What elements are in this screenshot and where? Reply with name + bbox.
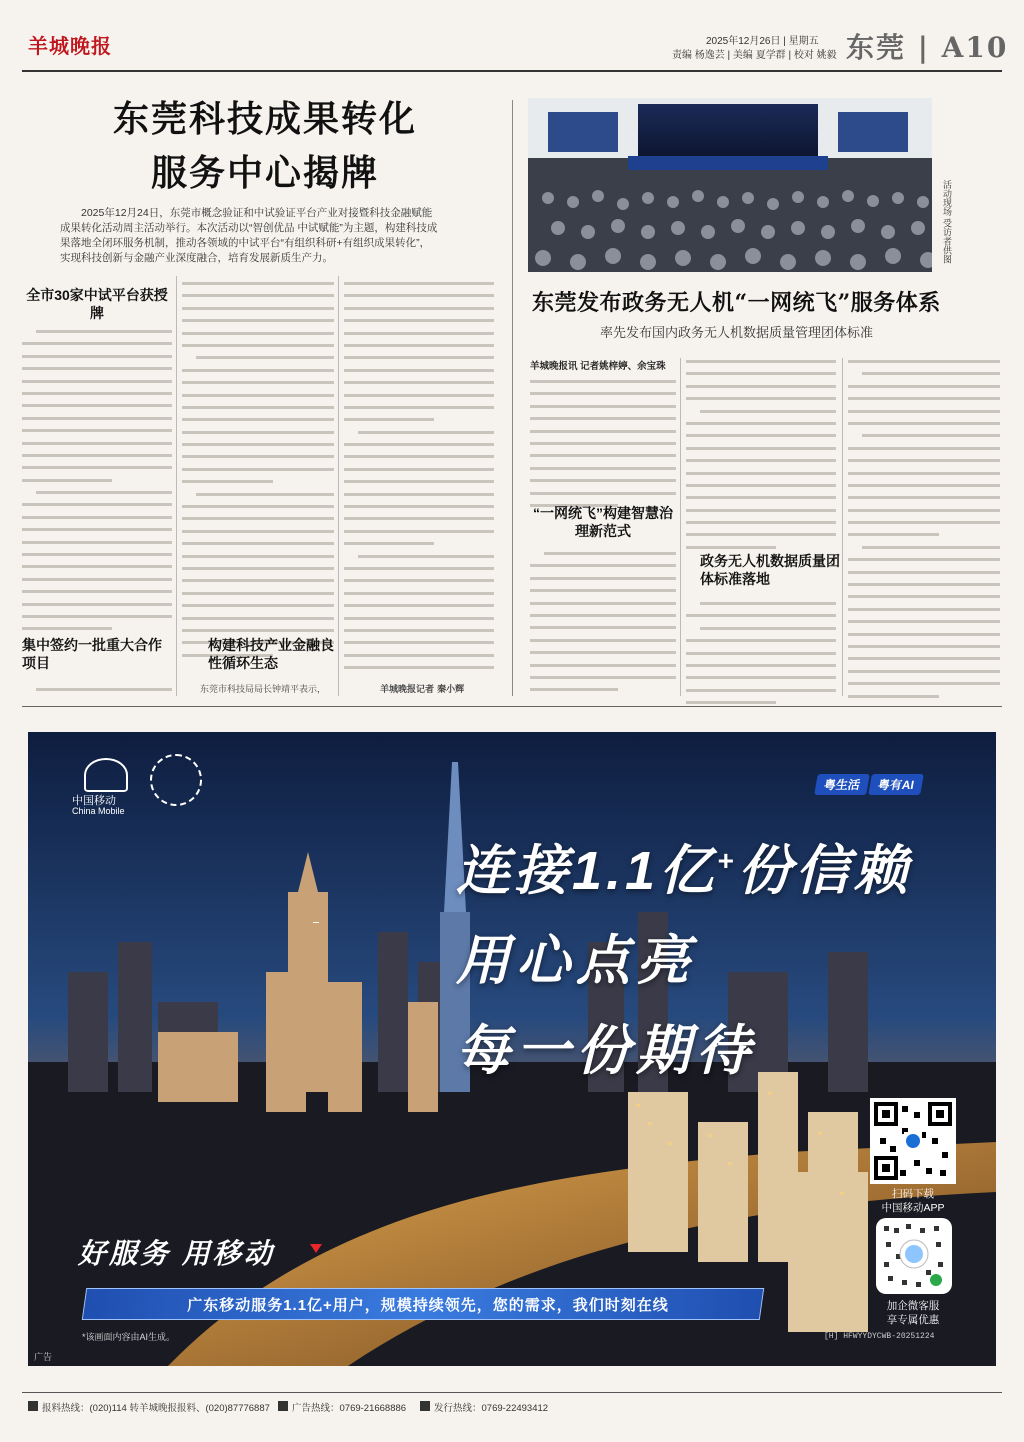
article1-headline [30, 92, 500, 200]
ad-banner-text: 广东移动服务1.1亿+用户，规模持续领先，您的需求，我们时刻在线 [187, 1297, 669, 1314]
event-photo-illustration [528, 98, 932, 272]
advertisement-label: 广告 [34, 1352, 53, 1362]
article1-column-2-closing: 东莞市科技局局长钟靖平表示， [200, 685, 327, 695]
article2-subhead-1: “一网统飞”构建智慧治理新范式 [533, 505, 673, 539]
column-divider [176, 276, 177, 696]
phone-icon [28, 1401, 38, 1411]
ad-headline-line1-head: 连接1.1亿 [456, 841, 718, 901]
qr2-label-line1: 加企微客服 [886, 1300, 940, 1312]
ad-headline-line1-tail: 份信赖 [737, 841, 912, 901]
ad-code: [H] HFWYYDYCWB-20251224 [824, 1332, 935, 1341]
ad-headline-line2: 用心点亮 [456, 931, 696, 991]
event-photo [528, 98, 932, 272]
article1-column-3-text [344, 282, 494, 679]
article2-column-2-text-b [686, 602, 836, 714]
article1-column-2-text [182, 282, 334, 666]
article1-headline-line2: 服务中心揭牌 [150, 152, 379, 194]
china-mobile-logo-icon [84, 758, 128, 792]
article1-byline: 羊城晚报记者 秦小辉 [380, 685, 465, 695]
editor-credits: 责编 杨逸芸 | 美编 夏学群 | 校对 姚毅 [672, 50, 837, 61]
article-divider [512, 100, 513, 696]
article2-column-1-text [530, 380, 676, 516]
phone-icon [420, 1401, 430, 1411]
qr2-label-line2: 享专属优惠 [886, 1314, 940, 1326]
qr-pattern-icon [876, 1218, 952, 1294]
header-rule [22, 70, 1002, 72]
slogan-triangle-icon [310, 1244, 322, 1253]
section-page-label: 东莞 | A10 [846, 31, 1009, 64]
article1-subhead-2: 集中签约一批重大合作项目 [22, 637, 162, 671]
brand-name-cn: 中国移动 [72, 795, 116, 807]
ad-headline-line3: 每一份期待 [456, 1021, 756, 1081]
ad-headline-line1 [456, 828, 911, 905]
anniversary-emblem-icon [150, 754, 202, 806]
brand-name-en: China Mobile [72, 806, 125, 816]
tag-yue-ai: 粤有AI [868, 774, 924, 795]
qr1-label-line2: 中国移动APP [881, 1202, 945, 1214]
article1-column-1-text [22, 330, 172, 640]
qr-pattern-icon [870, 1098, 956, 1184]
qr1-label-line1: 扫码下载 [892, 1188, 934, 1200]
ad-headline-plus-sign: + [717, 845, 738, 876]
column-divider [842, 358, 843, 696]
footer-ad-hotline: 广告热线：0769-21668886 [292, 1403, 407, 1414]
article1-subhead-3: 构建科技产业金融良性循环生态 [208, 637, 334, 671]
footer-distribution-hotline: 发行热线：0769-22493412 [434, 1403, 549, 1414]
article2-headline: 东莞发布政务无人机“一网统飞”服务体系 [532, 290, 941, 316]
tag-yue-life: 粤生活 [814, 774, 870, 795]
qr-code-wecom[interactable] [876, 1218, 952, 1294]
column-divider [338, 276, 339, 696]
article2-column-1-text-b [530, 552, 676, 701]
ad-slogan: 好服务 用移动 [78, 1238, 275, 1269]
article2-subtitle: 率先发布国内政务无人机数据质量管理团体标准 [600, 326, 874, 341]
article2-column-3-text [848, 360, 1000, 707]
article2-byline: 羊城晚报讯 记者姚梓婷、余宝珠 [530, 361, 666, 372]
ai-generated-note: *该画面内容由AI生成。 [82, 1332, 176, 1342]
column-divider [680, 358, 681, 696]
footer-tipline: 报料热线：(020)114 转羊城晚报报料、(020)87776887 [42, 1403, 270, 1414]
masthead-logo: 羊城晚报 [28, 34, 112, 58]
china-mobile-advertisement [28, 732, 996, 1366]
qr-code-app-download[interactable] [870, 1098, 956, 1184]
article1-subhead-1: 全市30家中试平台获授牌 [26, 287, 168, 321]
article1-headline-line1: 东莞科技成果转化 [112, 98, 417, 140]
article2-subhead-2: 政务无人机数据质量团体标准落地 [700, 553, 840, 587]
article1-column-1-tail [22, 688, 172, 700]
phone-icon [278, 1401, 288, 1411]
photo-caption: 活动现场 受访者供图 [942, 180, 952, 264]
article2-column-2-text [686, 360, 836, 558]
footer-rule [22, 1392, 1002, 1393]
section-rule [22, 706, 1002, 707]
article1-lead: 2025年12月24日，东莞市概念验证和中试验证平台产业对接暨科技金融赋能成果转化活动周主活动举行。本次活动以“智创优品 中试赋能”为主题，构建科技成果落地全闭环服务机制，推动各领域的中试平台“有组织科研+有组织成果转化”，实现科技创新与金融产业深度融合，培育发展新质生产力。 [60, 207, 438, 264]
issue-date: 2025年12月26日 | 星期五 [706, 36, 819, 47]
